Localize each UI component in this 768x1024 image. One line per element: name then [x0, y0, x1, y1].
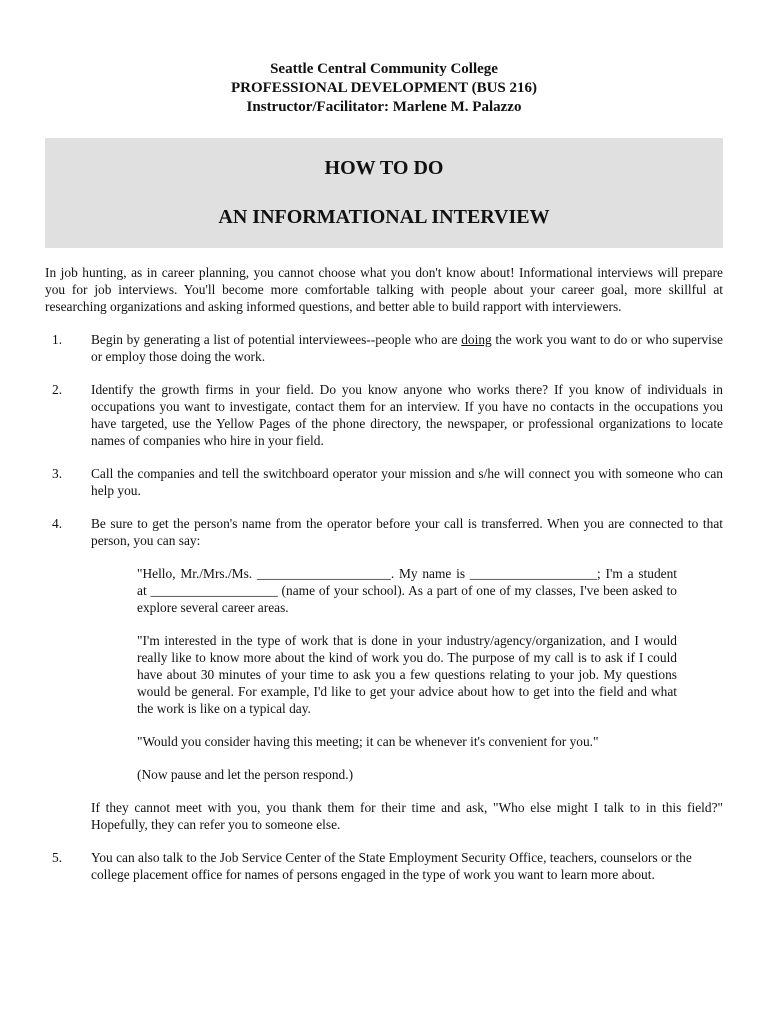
document-header — [0, 60, 768, 117]
document-body — [45, 264, 723, 899]
title-line-2: AN INFORMATIONAL INTERVIEW — [218, 206, 550, 228]
intro-paragraph: In job hunting, as in career planning, you cannot choose what you don't know about! Informational interviews will prepare you for job interviews. You'll become more comfortable talking with people about your career goal, more skillful at researching organizations and asking informed questions, and better able to build rapport with interviewers. — [45, 265, 723, 314]
college-name: Seattle Central Community College — [270, 61, 498, 77]
list-item-1 — [45, 331, 723, 365]
title-line-1: HOW TO DO — [324, 157, 444, 179]
script-quote-1: "Hello, Mr./Mrs./Ms. ____________________. My name is ___________________; I'm a student at ___________________ (name of your school). As a part of one of my classes, I've been asked to explore several career areas. — [137, 566, 677, 615]
course-title: PROFESSIONAL DEVELOPMENT (BUS 216) — [230, 80, 538, 96]
item-3-text: Call the companies and tell the switchboard operator your mission and s/he will connect you with someone who can help you. — [91, 466, 723, 498]
item-4-followup: If they cannot meet with you, you thank them for their time and ask, "Who else might I talk to in this field?" Hopefully, they can refer you to someone else. — [91, 800, 723, 832]
list-number: 1. — [52, 332, 63, 347]
script-quote-2: "I'm interested in the type of work that is done in your industry/agency/organization, and I would really like to know more about the kind of work you do. The purpose of my call is to ask if I could have about 30 minutes of your time to ask you a few questions relating to your job. My questions would be general. For example, I'd like to get your advice about how to get into the field and what the work is like on a typical day. — [137, 633, 677, 716]
script-quote-3: "Would you consider having this meeting; it can be whenever it's convenient for you." — [137, 734, 599, 749]
item-1-text-after: the work you want to do or who supervise or employ those doing the work. — [91, 332, 723, 364]
list-item-5 — [45, 849, 723, 883]
list-number: 5. — [52, 850, 63, 865]
item-2-text: Identify the growth firms in your field. Do you know anyone who works there? If you know of individuals in occupations you want to investigate, contact them for an interview. If you have no contacts in the occupations you have targeted, use the Yellow Pages of the phone directory, the newspaper, or professional organizations to locate names of companies who hire in your field. — [91, 382, 723, 448]
list-number: 4. — [52, 516, 63, 531]
item-4-text: Be sure to get the person's name from the operator before your call is transferred. When you are connected to that person, you can say: — [91, 516, 723, 548]
item-1-text-before: Begin by generating a list of potential interviewees--people who are — [91, 332, 462, 347]
list-item-4 — [45, 515, 723, 833]
item-5-text: You can also talk to the Job Service Center of the State Employment Security Office, teachers, counselors or the college placement office for names of persons engaged in the type of work you want to learn more about. — [91, 850, 692, 882]
list-number: 3. — [52, 466, 63, 481]
item-1-underlined-word: doing — [461, 332, 492, 347]
title-box — [45, 138, 723, 248]
list-item-2 — [45, 381, 723, 449]
list-item-3 — [45, 465, 723, 499]
script-quote-4: (Now pause and let the person respond.) — [137, 767, 354, 782]
list-number: 2. — [52, 382, 63, 397]
instructor-line: Instructor/Facilitator: Marlene M. Palazzo — [246, 99, 522, 115]
